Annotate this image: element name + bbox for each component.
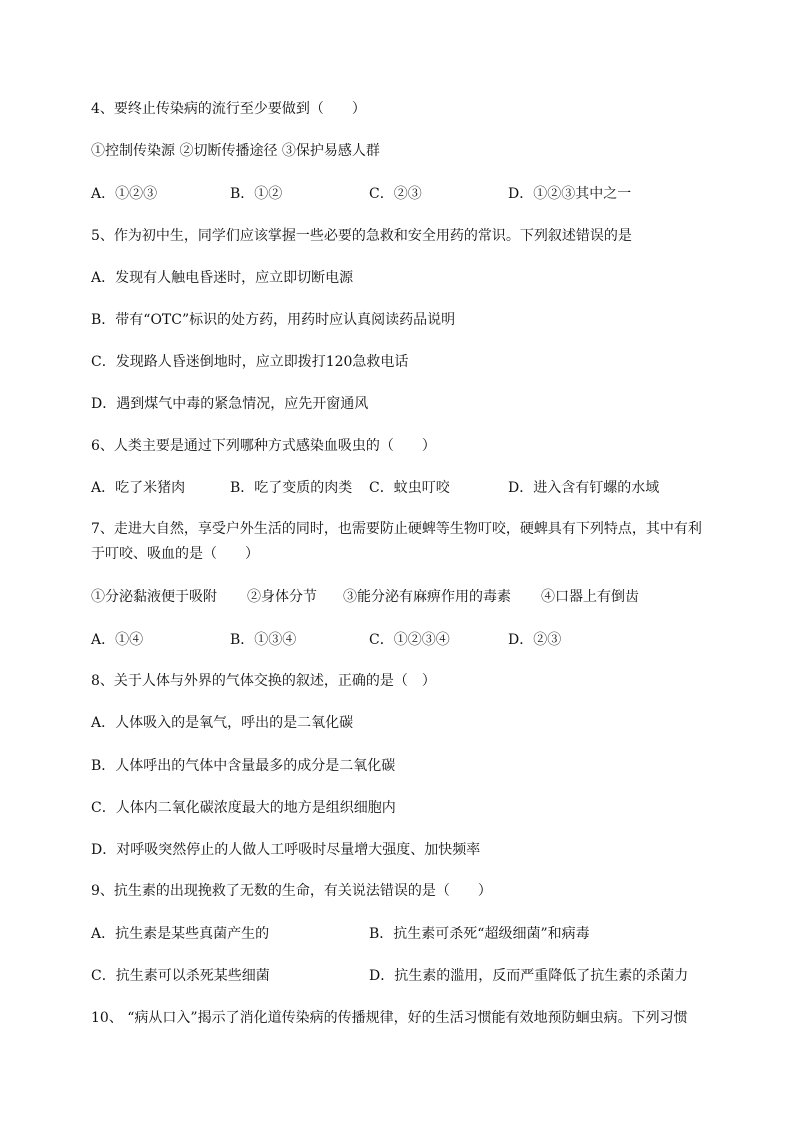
question-6-option-d: D．进入含有钉螺的水域	[508, 480, 660, 496]
question-7-statement-3: ③能分泌有麻痹作用的毒素	[343, 589, 511, 605]
question-8-option-b: B．人体呼出的气体中含量最多的成分是二氧化碳	[91, 758, 396, 774]
question-4-stem: 4、要终止传染病的流行至少要做到（ ）	[91, 101, 366, 117]
question-6-stem: 6、人类主要是通过下列哪种方式感染血吸虫的（ ）	[91, 438, 436, 454]
question-9-option-c: C．抗生素可以杀死某些细菌	[91, 968, 270, 984]
question-6-option-b: B．吃了变质的肉类	[230, 480, 353, 496]
question-5-option-a: A．发现有人触电昏迷时，应立即切断电源	[91, 270, 354, 286]
question-5-option-b: B．带有“OTC”标识的处方药，用药时应认真阅读药品说明	[91, 312, 456, 328]
question-9-option-a: A．抗生素是某些真菌产生的	[91, 926, 270, 942]
question-4-option-b: B．①②	[230, 186, 283, 202]
question-6-option-a: A．吃了米猪肉	[91, 480, 186, 496]
question-5-option-d: D．遇到煤气中毒的紧急情况，应先开窗通风	[91, 396, 369, 412]
question-4-option-d: D．①②③其中之一	[508, 186, 632, 202]
question-7-option-a: A．①④	[91, 632, 144, 648]
question-9-option-b: B．抗生素可杀死“超级细菌”和病毒	[369, 926, 590, 942]
question-8-option-d: D．对呼吸突然停止的人做人工呼吸时尽量增大强度、加快频率	[91, 842, 481, 858]
question-6-option-c: C．蚊虫叮咬	[369, 480, 450, 496]
question-7-statement-1: ①分泌黏液便于吸附	[91, 589, 217, 605]
question-5-stem: 5、作为初中生，同学们应该掌握一些必要的急救和安全用药的常识。下列叙述错误的是	[91, 228, 632, 244]
question-7-statement-2: ②身体分节	[247, 589, 317, 605]
question-8-stem: 8、关于人体与外界的气体交换的叙述，正确的是（ ）	[91, 673, 436, 689]
question-8-option-a: A．人体吸入的是氧气，呼出的是二氧化碳	[91, 715, 354, 731]
question-4-option-c: C．②③	[369, 186, 422, 202]
question-9-stem: 9、抗生素的出现挽救了无数的生命，有关说法错误的是（ ）	[91, 883, 492, 899]
question-7-option-c: C．①②③④	[369, 632, 450, 648]
question-8-option-c: C．人体内二氧化碳浓度最大的地方是组织细胞内	[91, 800, 396, 816]
question-9-option-d: D．抗生素的滥用，反而严重降低了抗生素的杀菌力	[369, 968, 689, 984]
question-10-stem: 10、 “病从口入”揭示了消化道传染病的传播规律，好的生活习惯能有效地预防蛔虫病。下列习惯	[91, 1010, 688, 1026]
question-4-statements: ①控制传染源 ②切断传播途径 ③保护易感人群	[91, 143, 380, 159]
question-5-option-c: C．发现路人昏迷倒地时，应立即拨打120急救电话	[91, 354, 409, 370]
question-7-statement-4: ④口器上有倒齿	[541, 589, 639, 605]
question-7-option-d: D．②③	[508, 632, 562, 648]
question-7-stem-line-1: 7、走进大自然，享受户外生活的同时，也需要防止硬蜱等生物叮咬，硬蜱具有下列特点，其中有利	[91, 521, 702, 537]
question-4-option-a: A．①②③	[91, 186, 158, 202]
question-7-option-b: B．①③④	[230, 632, 297, 648]
question-7-stem-line-2: 于叮咬、吸血的是（ ）	[91, 546, 259, 562]
